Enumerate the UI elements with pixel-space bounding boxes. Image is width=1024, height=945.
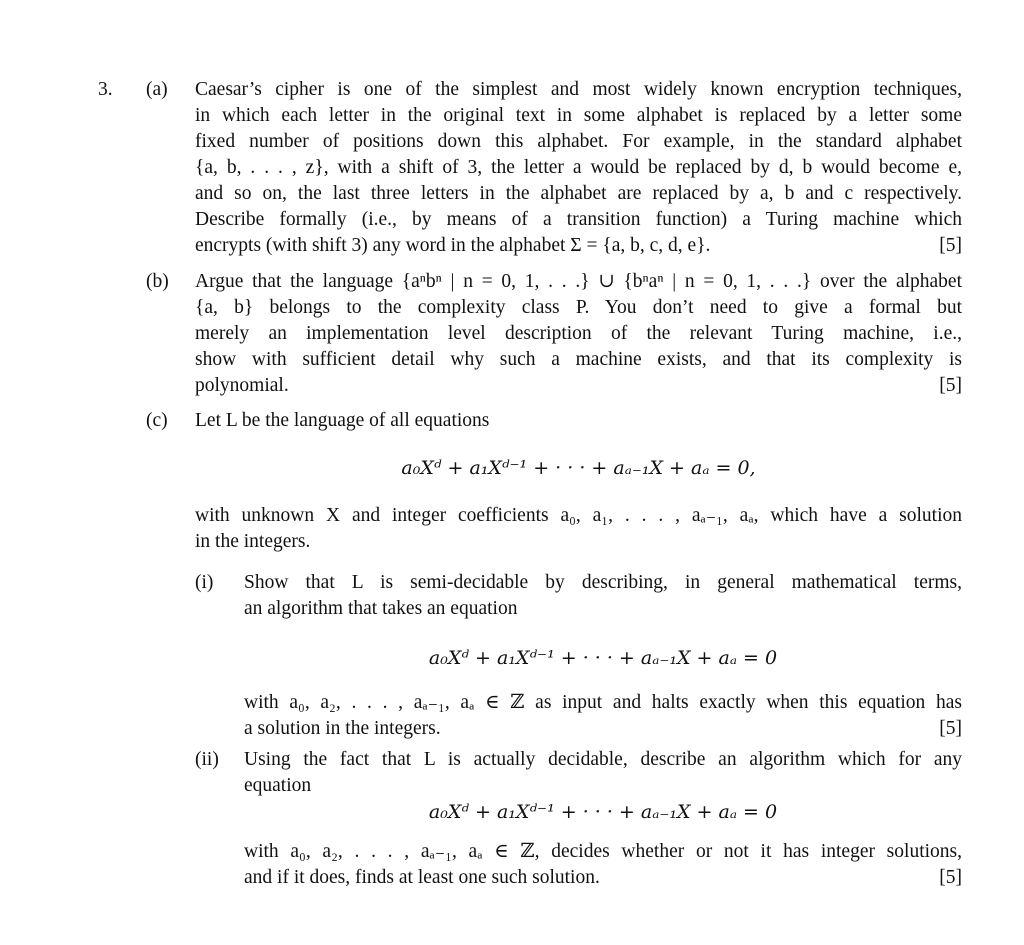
part-c-label: (c) bbox=[146, 410, 168, 431]
sub-i-equation: a₀Xᵈ + a₁Xᵈ⁻¹ + · · · + aₐ₋₁X + aₐ = 0 bbox=[428, 647, 778, 669]
sub-i-line: an algorithm that takes an equation bbox=[244, 598, 518, 619]
sub-i-label: (i) bbox=[195, 572, 214, 593]
part-a-line: {a, b, . . . , z}, with a shift of 3, the letter a would be replaced by d, b would become e, bbox=[195, 157, 962, 178]
sub-ii-line: with a₀, a₂, . . . , aₐ₋₁, aₐ ∈ ℤ, decides whether or not it has integer solutions, bbox=[244, 841, 962, 862]
part-c-after-text bbox=[195, 503, 962, 555]
part-a-line: Describe formally (i.e., by means of a transition function) a Turing machine which bbox=[195, 209, 962, 230]
sub-ii-line: and if it does, finds at least one such solution. bbox=[244, 867, 600, 888]
part-a-line: fixed number of positions down this alphabet. For example, in the standard alphabet bbox=[195, 131, 962, 152]
part-c-intro: Let L be the language of all equations bbox=[195, 410, 490, 431]
part-a-marks: [5] bbox=[939, 235, 962, 256]
part-a-line: and so on, the last three letters in the alphabet are replaced by a, b and c respectively. bbox=[195, 183, 962, 204]
sub-i-text-2 bbox=[244, 690, 962, 742]
sub-i-text-1 bbox=[244, 570, 962, 622]
sub-ii-equation: a₀Xᵈ + a₁Xᵈ⁻¹ + · · · + aₐ₋₁X + aₐ = 0 bbox=[428, 801, 778, 823]
part-a-line: Caesar’s cipher is one of the simplest and most widely known encryption techniques, bbox=[195, 79, 962, 100]
part-c-line: with unknown X and integer coefficients a₀, a₁, . . . , aₐ₋₁, aₐ, which have a solution bbox=[195, 505, 962, 526]
part-a-last-line bbox=[195, 233, 962, 259]
sub-ii-last-line bbox=[244, 865, 962, 891]
cutoff-header-fragment bbox=[844, 0, 964, 4]
sub-ii-text-1 bbox=[244, 747, 962, 799]
part-b-line: Argue that the language {aⁿbⁿ | n = 0, 1, . . .} ∪ {bⁿaⁿ | n = 0, 1, . . .} over the alphabet bbox=[195, 271, 962, 292]
sub-i-line: with a₀, a₂, . . . , aₐ₋₁, aₐ ∈ ℤ as input and halts exactly when this equation has bbox=[244, 692, 962, 713]
sub-i-line: Show that L is semi-decidable by describing, in general mathematical terms, bbox=[244, 572, 962, 593]
sub-ii-marks: [5] bbox=[939, 867, 962, 888]
part-b-line: show with sufficient detail why such a machine exists, and that its complexity is bbox=[195, 349, 962, 370]
part-b-marks: [5] bbox=[939, 375, 962, 396]
part-b-text bbox=[195, 269, 962, 399]
part-b-line: merely an implementation level description of the relevant Turing machine, i.e., bbox=[195, 323, 962, 344]
part-c-equation: a₀Xᵈ + a₁Xᵈ⁻¹ + · · · + aₐ₋₁X + aₐ = 0, bbox=[401, 457, 756, 479]
part-b-line: polynomial. bbox=[195, 375, 289, 396]
sub-ii-label: (ii) bbox=[195, 749, 219, 770]
part-a-text bbox=[195, 77, 962, 259]
part-a-line: encrypts (with shift 3) any word in the alphabet Σ = {a, b, c, d, e}. bbox=[195, 235, 711, 256]
part-b-line: {a, b} belongs to the complexity class P. You don’t need to give a formal but bbox=[195, 297, 962, 318]
part-b-label: (b) bbox=[146, 271, 169, 292]
sub-ii-text-2 bbox=[244, 839, 962, 891]
question-number: 3. bbox=[98, 79, 113, 100]
part-a-label: (a) bbox=[146, 79, 168, 100]
sub-i-line: a solution in the integers. bbox=[244, 718, 441, 739]
sub-i-last-line bbox=[244, 716, 962, 742]
part-b-last-line bbox=[195, 373, 962, 399]
sub-ii-line: equation bbox=[244, 775, 312, 796]
part-c-line: in the integers. bbox=[195, 531, 311, 552]
sub-ii-line: Using the fact that L is actually decidable, describe an algorithm which for any bbox=[244, 749, 962, 770]
part-a-line: in which each letter in the original text in some alphabet is replaced by a letter some bbox=[195, 105, 962, 126]
sub-i-marks: [5] bbox=[939, 718, 962, 739]
